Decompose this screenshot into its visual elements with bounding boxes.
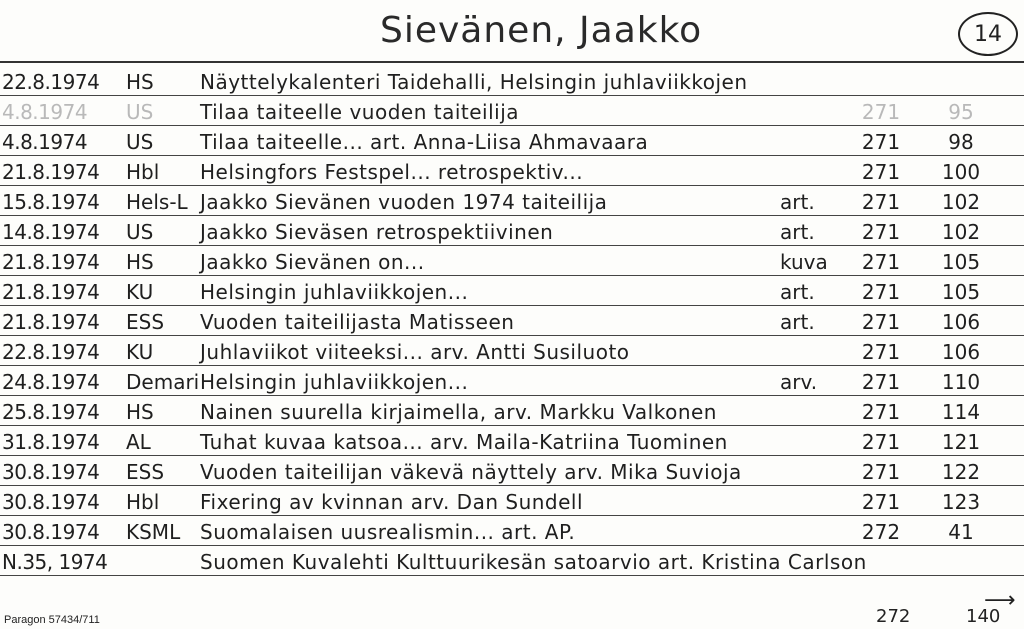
title-rule (0, 61, 1024, 63)
entry-type: art. (780, 310, 815, 334)
entry-volume: 271 (861, 220, 901, 244)
entry-date: 21.8.1974 (2, 250, 100, 274)
entry-text: Suomalaisen uusrealismin... art. AP. (200, 520, 576, 544)
entry-text: Tuhat kuvaa katsoa... arv. Maila-Katriina Tuominen (200, 430, 728, 454)
entry-text: Juhlaviikot viiteeksi... arv. Antti Susiluoto (200, 340, 630, 364)
entry-page: 41 (948, 520, 974, 544)
card-entry-row (0, 155, 1024, 186)
entry-type: art. (780, 280, 815, 304)
entry-text: Näyttelykalenteri Taidehalli, Helsingin juhlaviikkojen (200, 70, 748, 94)
entry-date: 14.8.1974 (2, 220, 100, 244)
entry-volume: 271 (861, 370, 901, 394)
entry-source: US (126, 130, 154, 154)
card-entry-row (0, 395, 1024, 426)
entry-text: Helsingin juhlaviikkojen... (200, 280, 469, 304)
entry-volume: 271 (861, 400, 901, 424)
card-entry-row (0, 515, 1024, 546)
entry-volume: 271 (861, 310, 901, 334)
entry-date: 21.8.1974 (2, 280, 100, 304)
entry-date: 24.8.1974 (2, 370, 100, 394)
entry-page: 102 (941, 220, 981, 244)
entry-source: Hbl (126, 490, 160, 514)
entry-date: 31.8.1974 (2, 430, 100, 454)
entry-page: 102 (941, 190, 981, 214)
card-title: Sievänen, Jaakko (380, 10, 703, 51)
entry-volume: 271 (861, 100, 901, 124)
entry-text: Jaakko Sieväsen retrospektiivinen (200, 220, 554, 244)
entry-source: HS (126, 400, 154, 424)
card-entry-row (0, 215, 1024, 246)
card-entry-row (0, 275, 1024, 306)
entry-volume: 271 (861, 340, 901, 364)
entry-source: US (126, 220, 154, 244)
entry-source: ESS (126, 310, 165, 334)
entry-volume: 271 (861, 160, 901, 184)
entry-text: Suomen Kuvalehti Kulttuurikesän satoarvio art. Kristina Carlson (200, 550, 867, 574)
entry-text: Helsingfors Festspel... retrospektiv... (200, 160, 584, 184)
entry-page: 123 (941, 490, 981, 514)
entry-date: 30.8.1974 (2, 520, 100, 544)
card-entry-row (0, 305, 1024, 336)
entry-source: US (126, 100, 154, 124)
entry-page: 105 (941, 280, 981, 304)
entry-text: Jaakko Sievänen vuoden 1974 taiteilija (200, 190, 608, 214)
entry-volume: 272 (861, 520, 901, 544)
entry-text: Vuoden taiteilijan väkevä näyttely arv. Mika Suvioja (200, 460, 742, 484)
entry-page: 100 (941, 160, 981, 184)
entry-page: 122 (941, 460, 981, 484)
card-entry-row (0, 185, 1024, 216)
entry-page: 114 (941, 400, 981, 424)
entry-text: Helsingin juhlaviikkojen... (200, 370, 469, 394)
entry-source: HS (126, 70, 154, 94)
card-entry-row (0, 365, 1024, 396)
entry-date: 21.8.1974 (2, 310, 100, 334)
continuation-page: 140 (966, 606, 1001, 627)
entry-date: 4.8.1974 (2, 100, 88, 124)
entry-page: 98 (948, 130, 974, 154)
entry-source: ESS (126, 460, 165, 484)
card-entry-row (0, 95, 1024, 126)
card-entry-row (0, 425, 1024, 456)
card-entry-row (0, 335, 1024, 366)
entry-source: HS (126, 250, 154, 274)
entry-date: 21.8.1974 (2, 160, 100, 184)
entry-page: 121 (941, 430, 981, 454)
entry-page: 95 (948, 100, 974, 124)
card-entry-row (0, 455, 1024, 486)
card-entry-row (0, 545, 1024, 576)
entry-type: kuva (780, 250, 828, 274)
entry-text: Tilaa taiteelle vuoden taiteilija (200, 100, 520, 124)
entry-text: Nainen suurella kirjaimella, arv. Markku Valkonen (200, 400, 717, 424)
entry-text: Tilaa taiteelle... art. Anna-Liisa Ahmavaara (200, 130, 649, 154)
entry-volume: 271 (861, 280, 901, 304)
entry-type: art. (780, 220, 815, 244)
card-entry-row (0, 245, 1024, 276)
entry-source: Hels-L (126, 190, 188, 214)
entry-date: 15.8.1974 (2, 190, 100, 214)
entry-volume: 271 (861, 190, 901, 214)
entry-page: 110 (941, 370, 981, 394)
entry-date: 30.8.1974 (2, 490, 100, 514)
entry-page: 106 (941, 310, 981, 334)
entry-source: KSML (126, 520, 181, 544)
card-entry-row (0, 65, 1024, 96)
continue-arrow-icon: ⟶ (984, 588, 1016, 613)
card-entry-row (0, 125, 1024, 156)
entry-text: Fixering av kvinnan arv. Dan Sundell (200, 490, 584, 514)
card-number-badge: 14 (958, 12, 1018, 56)
entry-volume: 271 (861, 430, 901, 454)
continuation-volume: 272 (876, 606, 911, 627)
entry-date: 30.8.1974 (2, 460, 100, 484)
entry-date: 4.8.1974 (2, 130, 88, 154)
entry-text: Jaakko Sievänen on... (200, 250, 425, 274)
entry-source: KU (126, 340, 154, 364)
entry-source: Hbl (126, 160, 160, 184)
entry-page: 105 (941, 250, 981, 274)
card-entry-row (0, 485, 1024, 516)
entry-volume: 271 (861, 130, 901, 154)
entry-date: 25.8.1974 (2, 400, 100, 424)
entry-source: KU (126, 280, 154, 304)
card-footer: Paragon 57434/711 (4, 614, 100, 626)
entry-date: 22.8.1974 (2, 340, 100, 364)
entry-source: AL (126, 430, 151, 454)
entry-volume: 271 (861, 460, 901, 484)
entry-type: art. (780, 190, 815, 214)
entry-source: Demari (126, 370, 200, 394)
entry-type: arv. (780, 370, 818, 394)
entry-volume: 271 (861, 250, 901, 274)
entry-date: 22.8.1974 (2, 70, 100, 94)
entry-volume: 271 (861, 490, 901, 514)
entry-date: N.35, 1974 (2, 550, 108, 574)
entry-text: Vuoden taiteilijasta Matisseen (200, 310, 515, 334)
entry-page: 106 (941, 340, 981, 364)
